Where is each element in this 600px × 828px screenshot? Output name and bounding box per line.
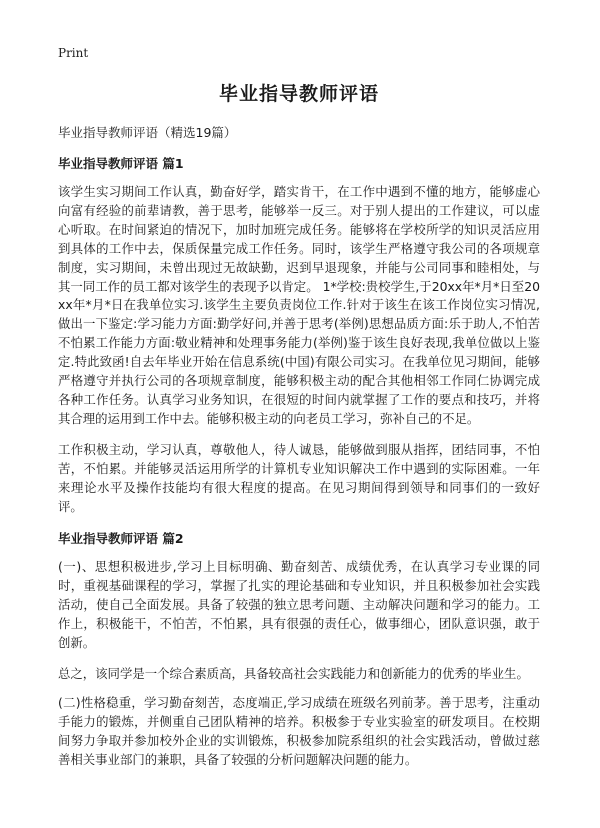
paragraph: (二)性格稳重，学习勤奋刻苦，态度端正,学习成绩在班级名列前茅。善于思考，注重动手能力的锻炼，并侧重自己团队精神的培养。积极参于专业实验室的研发项目。在校期间努力争取并参加校外企业的实训锻炼，积极参加院系组织的社会实践活动，曾做过慈善相关事业部门的兼职，具备了较强的分析问题解决问题的能力。 (58, 694, 540, 767)
section-heading: 毕业指导教师评语 篇2 (58, 531, 184, 547)
document-title: 毕业指导教师评语 (218, 83, 379, 105)
print-link[interactable]: Print (58, 46, 89, 60)
section-2 (58, 530, 540, 769)
paragraph: 总之，该同学是一个综合素质高，具备较高社会实践能力和创新能力的优秀的毕业生。 (58, 665, 529, 681)
paragraph: 该学生实习期间工作认真，勤奋好学，踏实肯干，在工作中遇到不懂的地方，能够虚心向富有经验的前辈请教，善于思考，能够举一反三。对于别人提出的工作建议，可以虚心听取。在时间紧迫的情况下，加时加班完成任务。能够将在学校所学的知识灵活应用到具体的工作中去，保质保量完成工作任务。同时，该学生严格遵守我公司的各项规章制度，实习期间，未曾出现过无故缺勤，迟到早退现象，并能与公司同事和睦相处，与其一同工作的员工都对该学生的表现予以肯定。 1*学校:贵校学生,于20xx年*月*日至20xx年*月*日在我单位实习.该学生主要负责岗位工作.针对于该生在该工作岗位实习情况,做出一下鉴定:学习能力方面:勤学好问,并善于思考(举例)思想品质方面:乐于助人,不怕苦不怕累工作能力方面:敬业精神和处理事务能力(举例)鉴于该生良好表现,我单位做以上鉴定.特此致函!自去年毕业开始在信息系统(中国)有限公司实习。在我单位见习期间，能够严格遵守并执行公司的各项规章制度，能够积极主动的配合其他相邻工作同仁协调完成各种工作任务。认真学习业务知识，在很短的时间内就掌握了工作的要点和技巧，并将其合理的运用到工作中去。能够积极主动的向老员工学习，弥补自己的不足。 (58, 184, 540, 426)
paragraph: (一)、思想积极进步,学习上目标明确、勤奋刻苦、成绩优秀，在认真学习专业课的同时，重视基础课程的学习，掌握了扎实的理论基础和专业知识，并且积极参加社会实践活动，使自己全面发展。具备了较强的独立思考问题、主动解决问题和学习的能力。工作上，积极能干，不怕苦，不怕累，具有很强的责任心，做事细心，团队意识强，敢于创新。 (58, 559, 540, 651)
document-subtitle: 毕业指导教师评语（精选19篇） (58, 125, 237, 140)
section-1 (58, 155, 540, 516)
section-heading: 毕业指导教师评语 篇1 (58, 156, 184, 171)
paragraph: 工作积极主动，学习认真，尊敬他人，待人诚恳，能够做到服从指挥，团结同事，不怕苦，不怕累。并能够灵活运用所学的计算机专业知识解决工作中遇到的实际困难。一年来理论水平及操作技能均有很大程度的提高。在见习期间得到领导和同事们的一致好评。 (58, 441, 540, 514)
